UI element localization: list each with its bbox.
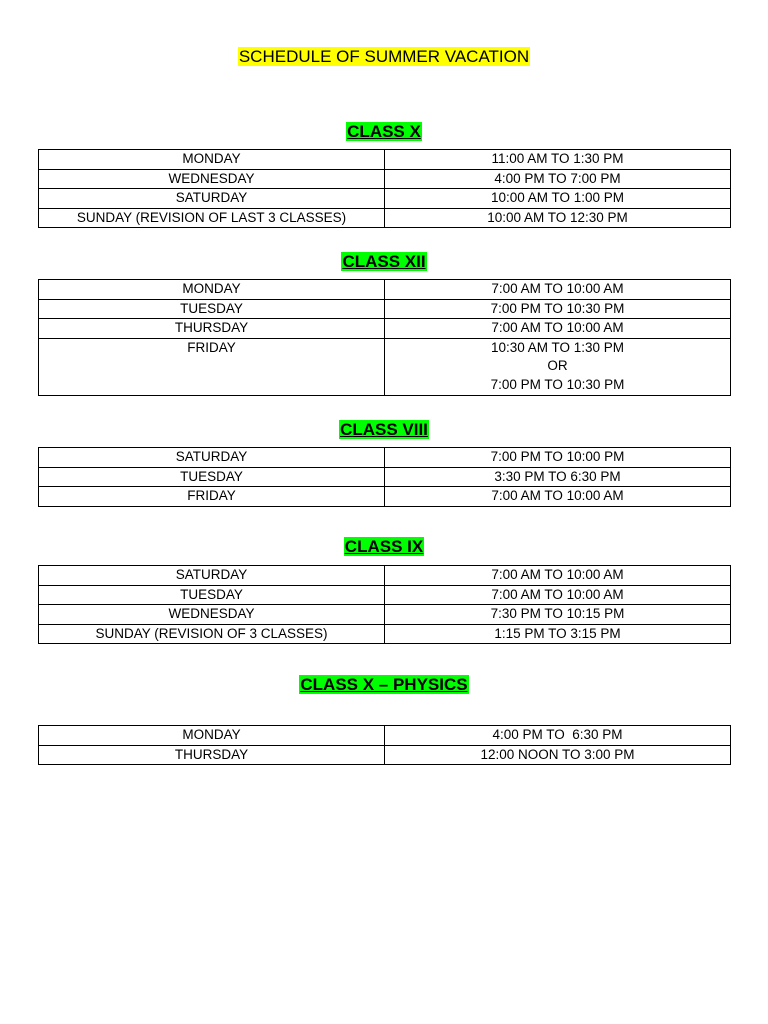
table-row — [39, 745, 731, 765]
time-cell: 10:00 AM TO 1:00 PM — [385, 189, 731, 209]
table-row — [39, 467, 731, 487]
table-row — [39, 487, 731, 507]
time-option: 10:30 AM TO 1:30 PM — [490, 339, 625, 355]
section-heading-text: CLASS XII — [342, 252, 426, 271]
time-option: 7:00 PM TO 10:30 PM — [490, 376, 625, 392]
section-heading-class-viii — [0, 419, 768, 441]
day-cell: FRIDAY — [39, 338, 385, 395]
schedule-table-class-viii — [38, 447, 731, 507]
table-row — [39, 169, 731, 189]
time-cell: 7:00 AM TO 10:00 AM — [385, 487, 731, 507]
table-row — [39, 299, 731, 319]
day-cell: SUNDAY (REVISION OF LAST 3 CLASSES) — [39, 208, 385, 228]
schedule-table-class-x — [38, 149, 731, 228]
time-cell: 4:00 PM TO 7:00 PM — [385, 169, 731, 189]
day-cell: SATURDAY — [39, 448, 385, 468]
day-cell: FRIDAY — [39, 487, 385, 507]
day-cell: MONDAY — [39, 280, 385, 300]
table-row — [39, 150, 731, 170]
time-cell: 12:00 NOON TO 3:00 PM — [385, 745, 731, 765]
section-heading-class-x — [0, 121, 768, 143]
section-heading-text: CLASS IX — [344, 537, 424, 556]
page-title-text: SCHEDULE OF SUMMER VACATION — [238, 47, 530, 66]
day-cell: TUESDAY — [39, 299, 385, 319]
schedule-table-class-xii — [38, 279, 731, 396]
section-heading-class-ix — [0, 536, 768, 558]
day-cell: THURSDAY — [39, 319, 385, 339]
section-heading-class-xii — [0, 251, 768, 273]
day-cell: SATURDAY — [39, 189, 385, 209]
table-row — [39, 208, 731, 228]
time-cell: 3:30 PM TO 6:30 PM — [385, 467, 731, 487]
table-row — [39, 624, 731, 644]
time-cell: 7:00 AM TO 10:00 AM — [385, 280, 731, 300]
day-cell: THURSDAY — [39, 745, 385, 765]
time-cell — [385, 338, 731, 395]
day-cell: TUESDAY — [39, 467, 385, 487]
time-cell: 7:00 PM TO 10:00 PM — [385, 448, 731, 468]
section-heading-class-x-physics — [0, 674, 768, 696]
time-cell: 7:00 AM TO 10:00 AM — [385, 566, 731, 586]
day-cell: SATURDAY — [39, 566, 385, 586]
time-cell: 7:00 AM TO 10:00 AM — [385, 319, 731, 339]
day-cell: WEDNESDAY — [39, 169, 385, 189]
section-heading-text: CLASS X — [347, 122, 421, 141]
table-row — [39, 585, 731, 605]
time-cell: 7:30 PM TO 10:15 PM — [385, 605, 731, 625]
table-row — [39, 280, 731, 300]
section-heading-text: CLASS VIII — [340, 420, 428, 439]
schedule-table-class-x-physics — [38, 725, 731, 765]
day-cell: MONDAY — [39, 150, 385, 170]
time-cell: 11:00 AM TO 1:30 PM — [385, 150, 731, 170]
time-cell: 7:00 AM TO 10:00 AM — [385, 585, 731, 605]
time-cell: 1:15 PM TO 3:15 PM — [385, 624, 731, 644]
table-row — [39, 189, 731, 209]
time-cell: 7:00 PM TO 10:30 PM — [385, 299, 731, 319]
page-title — [0, 46, 768, 68]
day-cell: MONDAY — [39, 726, 385, 746]
table-row — [39, 448, 731, 468]
time-or-separator: OR — [547, 358, 568, 374]
schedule-table-class-ix — [38, 565, 731, 644]
day-cell: SUNDAY (REVISION OF 3 CLASSES) — [39, 624, 385, 644]
day-cell: WEDNESDAY — [39, 605, 385, 625]
table-row — [39, 605, 731, 625]
table-row — [39, 319, 731, 339]
table-row — [39, 726, 731, 746]
time-cell: 10:00 AM TO 12:30 PM — [385, 208, 731, 228]
day-cell: TUESDAY — [39, 585, 385, 605]
table-row — [39, 338, 731, 395]
table-row — [39, 566, 731, 586]
time-cell: 4:00 PM TO 6:30 PM — [385, 726, 731, 746]
section-heading-text: CLASS X – PHYSICS — [300, 675, 468, 694]
